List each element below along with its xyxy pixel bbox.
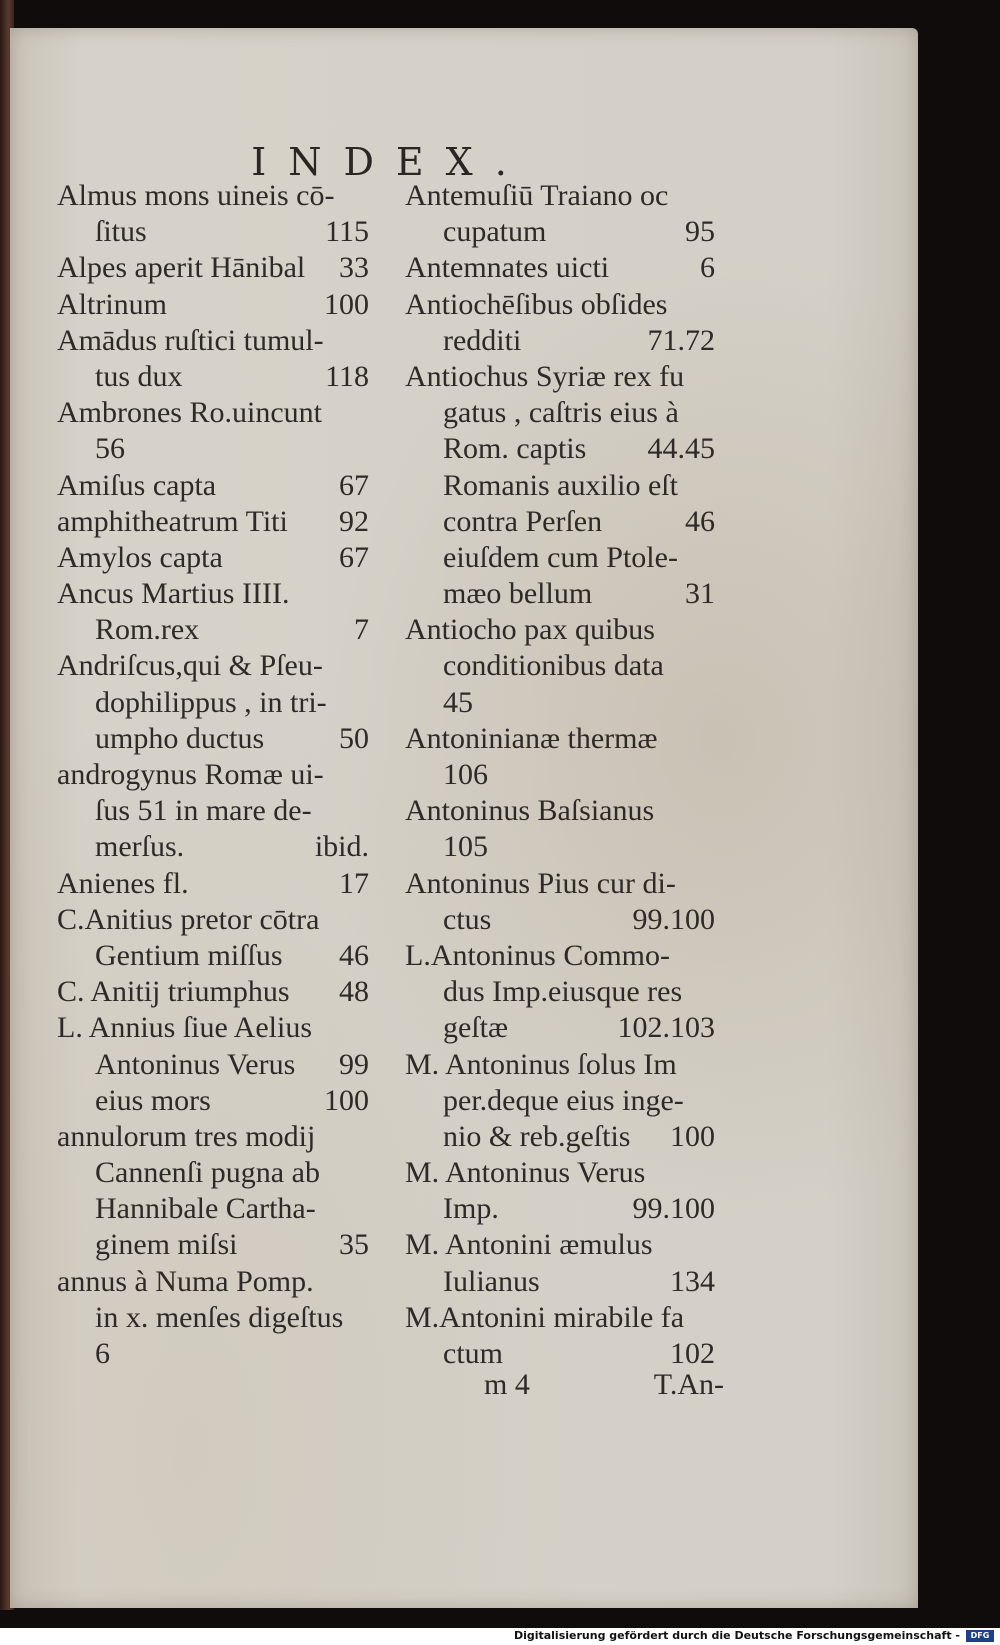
entry-page-number: 35 bbox=[339, 1228, 369, 1262]
index-entry-line bbox=[405, 1227, 715, 1263]
entry-text: Antoninus Baſsianus bbox=[405, 794, 655, 828]
index-entry-line bbox=[57, 1227, 369, 1263]
entry-page-number: 100 bbox=[324, 1083, 369, 1117]
entry-text: 106 bbox=[443, 758, 488, 791]
entry-text: M. Antoninus ſolus Im bbox=[405, 1047, 677, 1081]
entry-page-number bbox=[707, 1083, 715, 1119]
index-entry-line bbox=[405, 1264, 715, 1300]
entry-text: conditionibus data bbox=[443, 649, 664, 683]
entry-text: eius mors bbox=[95, 1083, 211, 1117]
entry-page-number bbox=[361, 757, 369, 793]
book-page bbox=[10, 28, 918, 1608]
entry-page-number: 50 bbox=[339, 721, 369, 755]
entry-page-number: 31 bbox=[685, 577, 715, 611]
entry-text: Gentium miſſus bbox=[95, 938, 283, 972]
index-entry-line bbox=[57, 1264, 369, 1300]
entry-text: amphitheatrum Titi bbox=[57, 504, 288, 538]
index-entry-line bbox=[57, 1047, 369, 1083]
entry-page-number bbox=[361, 1336, 369, 1372]
entry-page-number: 46 bbox=[685, 504, 715, 538]
entry-page-number bbox=[707, 1047, 715, 1083]
entry-text: Antiochēſibus obſides bbox=[405, 287, 668, 321]
entry-text: Rom. captis bbox=[443, 432, 587, 466]
entry-text: in x. menſes digeſtus bbox=[95, 1300, 344, 1334]
entry-text: Imp. bbox=[443, 1192, 499, 1226]
entry-page-number bbox=[707, 1300, 715, 1336]
entry-text: 105 bbox=[443, 830, 488, 864]
index-entry-line bbox=[405, 974, 715, 1010]
entry-text: C. Anitij triumphus bbox=[57, 975, 290, 1009]
entry-text: ctus bbox=[443, 902, 492, 936]
entry-text: Alpes aperit Hānibal bbox=[57, 251, 306, 285]
index-entry-line bbox=[405, 648, 715, 684]
index-entry-line bbox=[405, 1083, 715, 1119]
entry-text: mæo bellum bbox=[443, 577, 593, 611]
index-entry-line bbox=[405, 1300, 715, 1336]
index-entry-line bbox=[57, 431, 369, 467]
entry-page-number bbox=[707, 359, 715, 395]
entry-page-number bbox=[707, 395, 715, 431]
entry-text: annulorum tres modij bbox=[57, 1119, 316, 1153]
index-entry-line bbox=[405, 1155, 715, 1191]
index-entry-line bbox=[405, 359, 715, 395]
index-column-right bbox=[405, 178, 715, 1372]
entry-text: per.deque eius inge- bbox=[443, 1083, 684, 1117]
entry-text: Antoninus Verus bbox=[95, 1047, 296, 1081]
index-entry-line bbox=[57, 540, 369, 576]
entry-page-number bbox=[361, 1155, 369, 1191]
entry-text: cupatum bbox=[443, 215, 547, 249]
entry-text: Andriſcus,qui & Pſeu- bbox=[57, 649, 323, 683]
entry-page-number bbox=[707, 685, 715, 721]
entry-text: Ambrones Ro.uincunt bbox=[57, 396, 322, 430]
entry-text: ſitus bbox=[95, 215, 147, 249]
entry-page-number bbox=[707, 938, 715, 974]
entry-page-number bbox=[361, 431, 369, 467]
index-entry-line bbox=[405, 938, 715, 974]
entry-page-number: 99 bbox=[339, 1047, 369, 1081]
index-entry-line bbox=[57, 1300, 369, 1336]
entry-page-number bbox=[707, 829, 715, 865]
index-entry-line bbox=[57, 1010, 369, 1046]
entry-page-number bbox=[707, 287, 715, 323]
entry-page-number bbox=[361, 793, 369, 829]
entry-page-number: 33 bbox=[339, 251, 369, 285]
index-entry-line bbox=[57, 1119, 369, 1155]
index-entry-line bbox=[405, 902, 715, 938]
index-entry-line bbox=[57, 468, 369, 504]
index-entry-line bbox=[57, 974, 369, 1010]
entry-page-number bbox=[361, 323, 369, 359]
index-entry-line bbox=[405, 504, 715, 540]
entry-page-number: 100 bbox=[324, 287, 369, 321]
index-entry-line bbox=[405, 287, 715, 323]
entry-page-number bbox=[707, 793, 715, 829]
index-entry-line bbox=[57, 323, 369, 359]
index-entry-line bbox=[57, 793, 369, 829]
entry-page-number: 102.103 bbox=[617, 1011, 715, 1045]
entry-text: merſus. bbox=[95, 830, 185, 864]
digitization-footer bbox=[0, 1628, 1000, 1645]
entry-page-number bbox=[361, 685, 369, 721]
entry-text: contra Perſen bbox=[443, 504, 603, 538]
entry-text: 6 bbox=[95, 1337, 110, 1370]
entry-text: Amādus ruſtici tumul- bbox=[57, 323, 324, 357]
entry-page-number: 17 bbox=[339, 866, 369, 900]
entry-text: Ancus Martius IIII. bbox=[57, 577, 290, 611]
index-entry-line bbox=[57, 829, 369, 865]
index-entry-line bbox=[57, 504, 369, 540]
index-entry-line bbox=[405, 323, 715, 359]
index-entry-line bbox=[57, 214, 369, 250]
entry-page-number bbox=[361, 1010, 369, 1046]
entry-page-number: 67 bbox=[339, 540, 369, 574]
entry-text: Anienes fl. bbox=[57, 866, 189, 900]
entry-text: ſus 51 in mare de- bbox=[95, 794, 312, 828]
funding-credit: Digitalisierung gefördert durch die Deutsche Forschungsgemeinschaft - bbox=[513, 1629, 960, 1642]
entry-text: Antiochus Syriæ rex fu bbox=[405, 359, 685, 393]
entry-page-number bbox=[707, 1155, 715, 1191]
entry-text: umpho ductus bbox=[95, 721, 265, 755]
catchword: T.An- bbox=[653, 1368, 724, 1401]
entry-page-number: 6 bbox=[700, 251, 715, 285]
entry-text: Hannibale Cartha- bbox=[95, 1192, 316, 1226]
entry-text: M. Antoninus Verus bbox=[405, 1156, 646, 1190]
index-entry-line bbox=[405, 685, 715, 721]
entry-text: ctum bbox=[443, 1337, 503, 1370]
entry-page-number: 118 bbox=[325, 359, 369, 393]
entry-page-number: 134 bbox=[670, 1264, 715, 1298]
entry-page-number: 44.45 bbox=[647, 432, 715, 466]
index-entry-line bbox=[57, 178, 369, 214]
entry-text: Cannenſi pugna ab bbox=[95, 1156, 320, 1190]
entry-text: Antoninianæ thermæ bbox=[405, 721, 658, 755]
entry-page-number: 67 bbox=[339, 468, 369, 502]
index-entry-line bbox=[405, 866, 715, 902]
entry-page-number bbox=[707, 540, 715, 576]
entry-page-number bbox=[361, 1119, 369, 1155]
entry-text: gatus , caſtris eius à bbox=[443, 396, 679, 430]
index-entry-line bbox=[57, 1191, 369, 1227]
index-entry-line bbox=[57, 938, 369, 974]
entry-page-number: 100 bbox=[670, 1119, 715, 1153]
index-entry-line bbox=[405, 431, 715, 467]
dfg-logo: DFG bbox=[966, 1630, 994, 1642]
index-entry-line bbox=[405, 1191, 715, 1227]
entry-page-number: 102 bbox=[670, 1337, 715, 1370]
entry-text: 56 bbox=[95, 432, 125, 466]
entry-text: tus dux bbox=[95, 359, 183, 393]
index-entry-line bbox=[405, 395, 715, 431]
index-entry-line bbox=[57, 685, 369, 721]
entry-page-number: 48 bbox=[339, 975, 369, 1009]
entry-page-number bbox=[707, 468, 715, 504]
entry-page-number bbox=[707, 757, 715, 793]
index-entry-line bbox=[405, 793, 715, 829]
entry-text: Amiſus capta bbox=[57, 468, 217, 502]
entry-page-number bbox=[707, 1227, 715, 1263]
index-entry-line bbox=[57, 1336, 369, 1372]
index-heading: INDEX. bbox=[251, 140, 529, 184]
index-entry-line bbox=[57, 395, 369, 431]
index-column-left bbox=[57, 178, 369, 1372]
entry-page-number bbox=[361, 1191, 369, 1227]
entry-page-number bbox=[707, 974, 715, 1010]
page-footer-line bbox=[484, 1368, 724, 1402]
index-entry-line bbox=[405, 829, 715, 865]
entry-page-number bbox=[707, 648, 715, 684]
index-entry-line bbox=[57, 359, 369, 395]
index-entry-line bbox=[57, 648, 369, 684]
entry-text: Antemnates uicti bbox=[405, 251, 610, 285]
entry-page-number: 7 bbox=[354, 613, 369, 647]
index-entry-line bbox=[57, 721, 369, 757]
entry-page-number: 115 bbox=[325, 215, 369, 249]
entry-text: annus à Numa Pomp. bbox=[57, 1264, 314, 1298]
entry-text: androgynus Romæ ui- bbox=[57, 758, 324, 791]
entry-page-number: 71.72 bbox=[647, 323, 715, 357]
index-entry-line bbox=[405, 1336, 715, 1372]
index-entry-line bbox=[57, 612, 369, 648]
entry-text: 45 bbox=[443, 685, 473, 719]
entry-page-number bbox=[361, 576, 369, 612]
entry-page-number bbox=[361, 395, 369, 431]
entry-page-number bbox=[361, 648, 369, 684]
entry-text: Altrinum bbox=[57, 287, 167, 321]
entry-text: Iulianus bbox=[443, 1264, 540, 1298]
index-entry-line bbox=[405, 757, 715, 793]
entry-text: L. Annius ſiue Aelius bbox=[57, 1011, 312, 1045]
index-entry-line bbox=[57, 576, 369, 612]
index-entry-line bbox=[57, 902, 369, 938]
index-entry-line bbox=[57, 757, 369, 793]
entry-text: Romanis auxilio eſt bbox=[443, 468, 678, 502]
entry-text: Antemuſiū Traiano oc bbox=[405, 179, 669, 212]
entry-page-number bbox=[707, 178, 715, 214]
entry-page-number: 95 bbox=[685, 215, 715, 249]
entry-text: ginem miſsi bbox=[95, 1228, 238, 1262]
index-entry-line bbox=[405, 612, 715, 648]
signature-mark: m 4 bbox=[484, 1368, 530, 1401]
entry-page-number bbox=[707, 612, 715, 648]
index-entry-line bbox=[57, 866, 369, 902]
entry-text: nio & reb.geſtis bbox=[443, 1119, 631, 1153]
entry-page-number bbox=[361, 1264, 369, 1300]
entry-text: M.Antonini mirabile fa bbox=[405, 1300, 685, 1334]
entry-text: M. Antonini æmulus bbox=[405, 1228, 653, 1262]
entry-text: Amylos capta bbox=[57, 540, 223, 574]
index-entry-line bbox=[405, 250, 715, 286]
index-entry-line bbox=[405, 1047, 715, 1083]
entry-page-number bbox=[707, 721, 715, 757]
entry-text: Antoninus Pius cur di- bbox=[405, 866, 676, 900]
entry-text: dus Imp.eiusque res bbox=[443, 975, 683, 1009]
index-entry-line bbox=[405, 576, 715, 612]
entry-page-number bbox=[361, 178, 369, 214]
index-entry-line bbox=[57, 1155, 369, 1191]
index-entry-line bbox=[405, 178, 715, 214]
entry-text: C.Anitius pretor cōtra bbox=[57, 902, 320, 936]
index-entry-line bbox=[57, 250, 369, 286]
entry-page-number: 99.100 bbox=[632, 1192, 715, 1226]
index-entry-line bbox=[57, 1083, 369, 1119]
entry-text: Antiocho pax quibus bbox=[405, 613, 655, 647]
index-entry-line bbox=[57, 287, 369, 323]
entry-text: L.Antoninus Commo- bbox=[405, 938, 671, 972]
entry-text: eiuſdem cum Ptole- bbox=[443, 540, 678, 574]
index-entry-line bbox=[405, 721, 715, 757]
index-entry-line bbox=[405, 1119, 715, 1155]
index-entry-line bbox=[405, 468, 715, 504]
entry-page-number bbox=[361, 902, 369, 938]
entry-text: dophilippus , in tri- bbox=[95, 685, 327, 719]
entry-text: geſtæ bbox=[443, 1011, 508, 1045]
entry-page-number: 46 bbox=[339, 938, 369, 972]
entry-text: redditi bbox=[443, 323, 522, 357]
entry-page-number bbox=[707, 866, 715, 902]
index-entry-line bbox=[405, 214, 715, 250]
entry-page-number: ibid. bbox=[314, 830, 369, 864]
index-entry-line bbox=[405, 540, 715, 576]
entry-page-number bbox=[361, 1300, 369, 1336]
index-entry-line bbox=[405, 1010, 715, 1046]
entry-page-number: 92 bbox=[339, 504, 369, 538]
entry-text: Rom.rex bbox=[95, 613, 200, 647]
entry-page-number: 99.100 bbox=[632, 902, 715, 936]
entry-text: Almus mons uineis cō- bbox=[57, 179, 335, 212]
